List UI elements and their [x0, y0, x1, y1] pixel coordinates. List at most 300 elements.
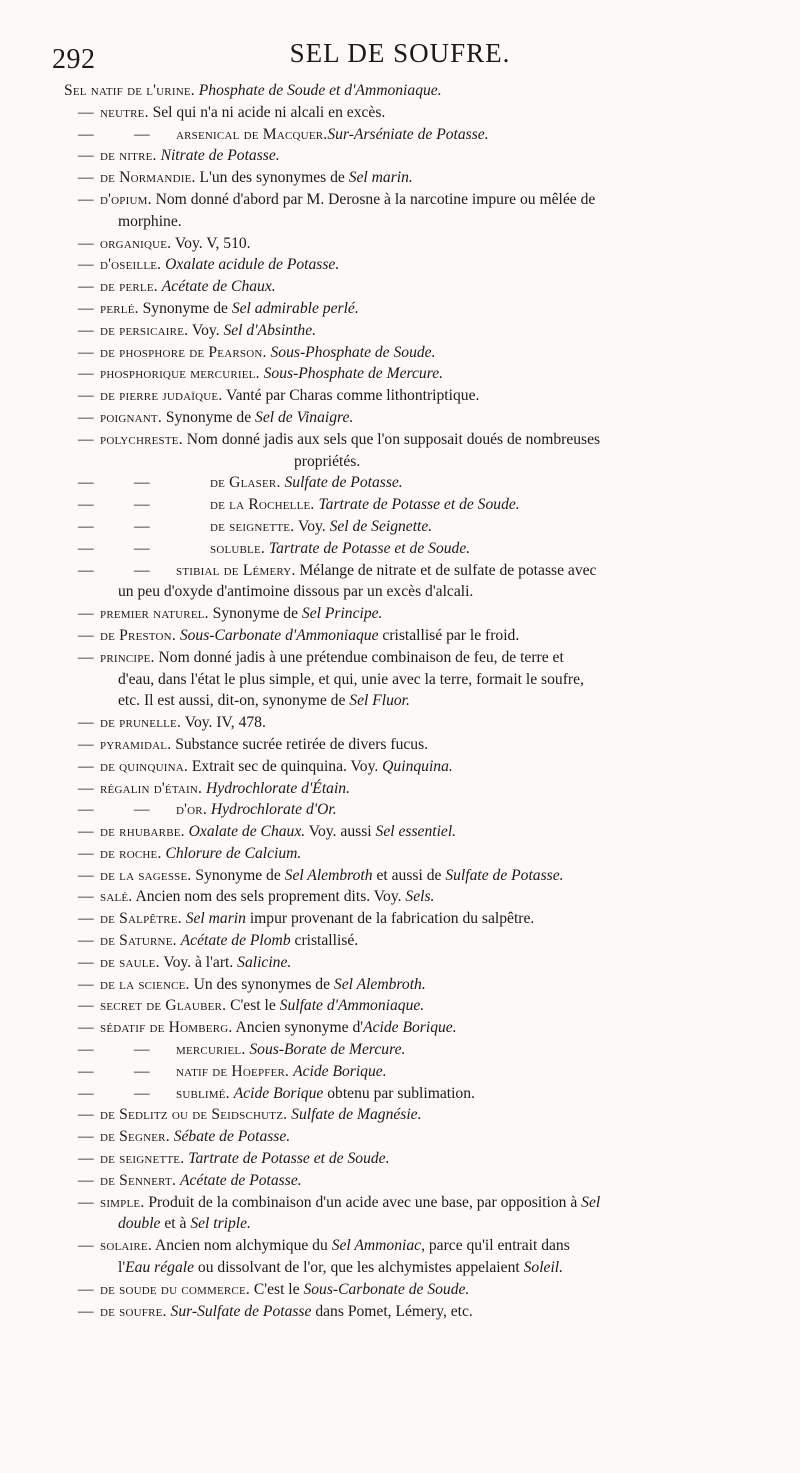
dictionary-entry: [0, 865, 800, 887]
entry-line: [0, 1104, 800, 1126]
entry-text: Ancien nom des sels proprement dits. Voy.: [132, 888, 406, 906]
entry-text: Nom donné jadis aux sels que l'on supposait doués de nombreuses: [182, 430, 601, 448]
entry-text: propriétés.: [294, 452, 361, 470]
entry-term: de rhubarbe.: [100, 823, 185, 841]
entry-text: cristallisé par le froid.: [378, 626, 520, 644]
entry-term: de Salpêtre.: [100, 910, 182, 928]
entry-term: de persicaire.: [100, 321, 189, 339]
entry-italic-text: Sulfate de Potasse.: [284, 474, 403, 492]
entry-italic-text: Sel Ammoniac: [331, 1237, 422, 1255]
entry-line: [0, 1148, 800, 1170]
entry-line: [0, 538, 800, 560]
entry-line: [0, 712, 800, 734]
page-header: [0, 38, 800, 78]
entry-italic-text: Oxalate acidule de Potasse.: [165, 256, 340, 274]
dictionary-entry: [0, 80, 800, 102]
dictionary-entry: [0, 712, 800, 734]
entry-dash: —: [78, 430, 94, 448]
entry-term: stibial de Lémery.: [176, 561, 296, 579]
dictionary-entry: [0, 363, 800, 385]
entry-line: [0, 80, 800, 102]
entry-line: [0, 1039, 800, 1061]
entry-dash: —: [78, 866, 94, 884]
entry-term: de pierre judaïque.: [100, 387, 223, 405]
entry-line: [0, 407, 800, 429]
entry-term: premier naturel.: [100, 605, 209, 623]
entry-term: mercuriel.: [176, 1041, 246, 1059]
entry-continuation: [0, 1213, 800, 1235]
entry-term: de perle.: [100, 278, 158, 296]
dictionary-entry: [0, 1126, 800, 1148]
entry-dash: —: [78, 975, 94, 993]
entry-italic-text: Sous-Carbonate de Soude.: [303, 1280, 470, 1298]
entry-line: [0, 363, 800, 385]
dictionary-entry: [0, 233, 800, 255]
entry-text: Mélange de nitrate et de sulfate de potasse avec: [295, 561, 597, 579]
page-number: 292: [52, 44, 96, 75]
entry-line: [0, 276, 800, 298]
entry-term: perlé.: [100, 299, 139, 317]
entry-text: Substance sucrée retirée de divers fucus.: [171, 735, 429, 753]
entry-dash: —: [78, 1280, 94, 1298]
entry-line: [0, 734, 800, 756]
entry-term: de Saturne.: [100, 932, 177, 950]
entry-line: [0, 320, 800, 342]
entry-line: [0, 102, 800, 124]
entry-term: arsenical de Macquer.: [176, 125, 328, 143]
entry-italic-text: Acide Borique: [233, 1084, 324, 1102]
entry-italic-text: Tartrate de Potasse et de Soude.: [268, 539, 471, 557]
entry-dash: —: [78, 539, 94, 557]
entry-dash: —: [78, 605, 94, 623]
entry-line: [0, 843, 800, 865]
dictionary-entry: [0, 821, 800, 843]
entry-dash: —: [78, 299, 94, 317]
dictionary-entry: [0, 603, 800, 625]
entry-dash: —: [78, 517, 94, 535]
entry-term: de phosphore de Pearson.: [100, 343, 267, 361]
entry-term: de Sennert.: [100, 1171, 177, 1189]
entry-italic-text: Sel de Seignette.: [329, 517, 433, 535]
entry-italic-text: Sulfate de Potasse.: [445, 866, 564, 884]
entry-term: de roche.: [100, 844, 162, 862]
entry-term: de nitre.: [100, 147, 157, 165]
entry-italic-text: Sel de Vinaigre.: [255, 408, 354, 426]
entry-dash: —: [78, 1302, 94, 1320]
entry-dash: —: [78, 190, 94, 208]
entry-italic-text: Phosphate de Soude et d'Ammoniaque.: [198, 82, 442, 99]
entry-term: de Sedlitz ou de Seidschutz.: [100, 1106, 288, 1124]
entry-dash: —: [78, 408, 94, 426]
entry-text: ou dissolvant de l'or, que les alchymistes appelaient: [194, 1259, 524, 1277]
entry-line: [0, 778, 800, 800]
entry-term: sédatif de Homberg.: [100, 1019, 233, 1037]
dictionary-entry: [0, 647, 800, 712]
entry-text: et à: [160, 1215, 191, 1233]
entry-dash: —: [78, 234, 94, 252]
entry-term: organique.: [100, 234, 172, 252]
entry-line: [0, 603, 800, 625]
entry-text: Voy.: [294, 517, 330, 535]
dictionary-entry: [0, 102, 800, 124]
entry-dash: —: [78, 474, 94, 492]
dictionary-entry: [0, 385, 800, 407]
running-head: SEL DE SOUFRE.: [289, 38, 511, 68]
entry-line: [0, 1235, 800, 1257]
entry-text: C'est le: [226, 997, 280, 1015]
entry-dash: —: [78, 844, 94, 862]
entry-continuation: [0, 451, 800, 473]
entry-italic-text: Sur-Arséniate de Potasse.: [327, 125, 489, 143]
entry-italic-text: Sel d'Absinthe.: [223, 321, 317, 339]
entry-text: un peu d'oxyde d'antimoine dissous par un excès d'alcali.: [118, 583, 474, 601]
entry-dash: —: [78, 387, 94, 405]
entry-italic-text: Sous-Phosphate de Mercure.: [263, 365, 444, 383]
entry-italic-text: Sel: [581, 1193, 601, 1211]
entry-text: Voy. V, 510.: [171, 234, 251, 252]
entry-dash: —: [78, 496, 94, 514]
entry-term: solaire.: [100, 1237, 152, 1255]
dictionary-entry: [0, 560, 800, 604]
entry-dash: —: [78, 365, 94, 383]
entry-continuation: [0, 581, 800, 603]
entry-text: Synonyme de: [138, 299, 232, 317]
entry-italic-text: Sulfate d'Ammoniaque.: [279, 997, 425, 1015]
entry-italic-text: Soleil.: [523, 1259, 564, 1277]
entry-italic-text: Sel marin: [185, 910, 246, 928]
entry-dash: —: [78, 953, 94, 971]
entry-line: [0, 886, 800, 908]
dictionary-entry: [0, 734, 800, 756]
dictionary-entries: [0, 80, 800, 1322]
entry-dash: —: [78, 735, 94, 753]
entry-text: Extrait sec de quinquina. Voy.: [188, 757, 383, 775]
entry-dash: —: [134, 561, 150, 579]
dictionary-entry: [0, 778, 800, 800]
dictionary-entry: [0, 429, 800, 473]
dictionary-entry: [0, 930, 800, 952]
entry-text: Produit de la combinaison d'un acide avec une base, par opposition à: [144, 1193, 582, 1211]
entry-term: de seignette.: [210, 517, 295, 535]
entry-term: poignant.: [100, 408, 162, 426]
entry-dash: —: [134, 539, 150, 557]
entry-text: Voy.: [188, 321, 224, 339]
entry-line: [0, 930, 800, 952]
dictionary-entry: [0, 1235, 800, 1279]
entry-italic-text: Hydrochlorate d'Or.: [210, 801, 337, 819]
entry-dash: —: [78, 1237, 94, 1255]
entry-line: [0, 342, 800, 364]
entry-line: [0, 1170, 800, 1192]
entry-text: et aussi de: [372, 866, 446, 884]
dictionary-entry: [0, 167, 800, 189]
entry-dash: —: [134, 474, 150, 492]
entry-italic-text: Sous-Phosphate de Soude.: [270, 343, 436, 361]
entry-term: régalin d'étain.: [100, 779, 203, 797]
entry-line: [0, 298, 800, 320]
entry-italic-text: Sel marin.: [348, 169, 413, 187]
entry-line: [0, 821, 800, 843]
entry-term: d'or.: [176, 801, 207, 819]
entry-line: [0, 124, 800, 146]
entry-italic-text: Chlorure de Calcium.: [165, 844, 302, 862]
entry-dash: —: [78, 169, 94, 187]
entry-line: [0, 799, 800, 821]
entry-dash: —: [78, 256, 94, 274]
entry-dash: —: [134, 1062, 150, 1080]
entry-term: soluble.: [210, 539, 265, 557]
entry-text: Nom donné jadis à une prétendue combinaison de feu, de terre et: [154, 648, 564, 666]
entry-text: etc. Il est aussi, dit-on, synonyme de: [118, 692, 350, 710]
entry-text: Sel qui n'a ni acide ni alcali en excès.: [148, 103, 386, 121]
dictionary-entry: [0, 298, 800, 320]
entry-line: [0, 167, 800, 189]
dictionary-entry: [0, 952, 800, 974]
dictionary-entry: [0, 1301, 800, 1323]
entry-term: d'oseille.: [100, 256, 162, 274]
entry-line: [0, 974, 800, 996]
entry-dash: —: [78, 147, 94, 165]
entry-italic-text: Oxalate de Chaux.: [188, 823, 306, 841]
entry-text: impur provenant de la fabrication du salpêtre.: [245, 910, 535, 928]
entry-dash: —: [78, 779, 94, 797]
entry-text: , parce qu'il entrait dans: [421, 1237, 570, 1255]
entry-term: de la sagesse.: [100, 866, 192, 884]
dictionary-entry: [0, 799, 800, 821]
entry-text: Ancien nom alchymique du: [151, 1237, 332, 1255]
entry-line: [0, 560, 800, 582]
entry-text: Voy. aussi: [305, 823, 376, 841]
entry-dash: —: [78, 714, 94, 732]
entry-term: Sel natif de l'urine.: [64, 82, 195, 99]
dictionary-entry: [0, 1039, 800, 1061]
entry-line: [0, 254, 800, 276]
entry-dash: —: [134, 1041, 150, 1059]
entry-line: [0, 1301, 800, 1323]
dictionary-entry: [0, 1083, 800, 1105]
entry-term: simple.: [100, 1193, 145, 1211]
dictionary-entry: [0, 756, 800, 778]
entry-italic-text: Salicine.: [237, 953, 292, 971]
entry-dash: —: [78, 626, 94, 644]
entry-dash: —: [78, 278, 94, 296]
dictionary-entry: [0, 342, 800, 364]
entry-italic-text: Sulfate de Magnésie.: [291, 1106, 422, 1124]
entry-text: Un des synonymes de: [189, 975, 334, 993]
entry-dash: —: [78, 1171, 94, 1189]
entry-dash: —: [134, 517, 150, 535]
entry-line: [0, 756, 800, 778]
entry-italic-text: Sel Fluor.: [349, 692, 410, 710]
entry-line: [0, 1017, 800, 1039]
entry-dash: —: [78, 1084, 94, 1102]
entry-dash: —: [78, 321, 94, 339]
entry-text: Ancien synonyme d': [232, 1019, 364, 1037]
entry-text: L'un des synonymes de: [195, 169, 349, 187]
dictionary-entry: [0, 1017, 800, 1039]
entry-italic-text: Tartrate de Potasse et de Soude.: [188, 1150, 390, 1168]
entry-dash: —: [78, 1019, 94, 1037]
dictionary-entry: [0, 995, 800, 1017]
dictionary-entry: [0, 407, 800, 429]
entry-text: cristallisé.: [290, 932, 359, 950]
entry-dash: —: [134, 496, 150, 514]
dictionary-entry: [0, 320, 800, 342]
entry-italic-text: Sous-Borate de Mercure.: [249, 1041, 406, 1059]
entry-term: de saule.: [100, 953, 160, 971]
dictionary-entry: [0, 1061, 800, 1083]
entry-dash: —: [78, 1062, 94, 1080]
entry-term: de prunelle.: [100, 714, 182, 732]
entry-italic-text: Acétate de Plomb: [180, 932, 291, 950]
entry-line: [0, 1126, 800, 1148]
entry-line: [0, 429, 800, 451]
entry-line: [0, 516, 800, 538]
entry-dash: —: [78, 823, 94, 841]
entry-term: de quinquina.: [100, 757, 188, 775]
entry-dash: —: [134, 125, 150, 143]
entry-term: pyramidal.: [100, 735, 172, 753]
entry-dash: —: [78, 1128, 94, 1146]
dictionary-entry: [0, 1170, 800, 1192]
entry-term: de Normandie.: [100, 169, 196, 187]
entry-italic-text: Sel Alembroth: [284, 866, 373, 884]
entry-italic-text: Quinquina.: [382, 757, 453, 775]
entry-italic-text: Sous-Carbonate d'Ammoniaque: [179, 626, 379, 644]
entry-term: de Glaser.: [210, 474, 281, 492]
entry-continuation: [0, 211, 800, 233]
entry-line: [0, 647, 800, 669]
entry-italic-text: Sel triple.: [190, 1215, 251, 1233]
entry-term: sublimé.: [176, 1084, 230, 1102]
entry-line: [0, 952, 800, 974]
entry-text: Synonyme de: [161, 408, 256, 426]
entry-italic-text: Nitrate de Potasse.: [160, 147, 280, 165]
entry-term: secret de Glauber.: [100, 997, 227, 1015]
entry-dash: —: [78, 997, 94, 1015]
entry-text: Voy. IV, 478.: [181, 714, 266, 732]
entry-italic-text: Sel Principe.: [301, 605, 383, 623]
entry-italic-text: Sel admirable perlé.: [231, 299, 359, 317]
entry-term: de Preston.: [100, 626, 176, 644]
entry-line: [0, 189, 800, 211]
entry-line: [0, 145, 800, 167]
entry-line: [0, 385, 800, 407]
dictionary-entry: [0, 516, 800, 538]
entry-line: [0, 865, 800, 887]
dictionary-entry: [0, 1192, 800, 1236]
entry-continuation: [0, 669, 800, 691]
entry-dash: —: [78, 1193, 94, 1211]
entry-italic-text: Hydrochlorate d'Étain.: [206, 779, 350, 797]
entry-dash: —: [78, 888, 94, 906]
entry-line: [0, 494, 800, 516]
dictionary-entry: [0, 494, 800, 516]
entry-text: Voy. à l'art.: [159, 953, 238, 971]
entry-text: C'est le: [249, 1280, 304, 1298]
entry-dash: —: [134, 801, 150, 819]
entry-dash: —: [78, 1106, 94, 1124]
entry-text: morphine.: [118, 212, 182, 230]
entry-line: [0, 625, 800, 647]
dictionary-entry: [0, 276, 800, 298]
entry-dash: —: [78, 801, 94, 819]
entry-italic-text: Eau régale: [125, 1259, 195, 1277]
entry-text: Synonyme de: [208, 605, 302, 623]
entry-dash: —: [78, 561, 94, 579]
entry-dash: —: [134, 1084, 150, 1102]
dictionary-entry: [0, 538, 800, 560]
entry-italic-text: Tartrate de Potasse et de Soude.: [318, 496, 520, 514]
entry-term: de soufre.: [100, 1302, 167, 1320]
entry-dash: —: [78, 125, 94, 143]
dictionary-entry: [0, 974, 800, 996]
entry-term: de seignette.: [100, 1150, 185, 1168]
entry-italic-text: Acétate de Chaux.: [161, 278, 276, 296]
entry-term: natif de Hoepfer.: [176, 1062, 290, 1080]
entry-italic-text: Acide Borique.: [293, 1062, 387, 1080]
entry-italic-text: Sur-Sulfate de Potasse: [170, 1302, 312, 1320]
entry-line: [0, 1083, 800, 1105]
entry-text: obtenu par sublimation.: [323, 1084, 475, 1102]
entry-line: [0, 1192, 800, 1214]
dictionary-entry: [0, 908, 800, 930]
dictionary-entry: [0, 124, 800, 146]
entry-dash: —: [78, 1150, 94, 1168]
entry-dash: —: [78, 1041, 94, 1059]
entry-term: salé.: [100, 888, 133, 906]
entry-term: neutre.: [100, 103, 149, 121]
dictionary-entry: [0, 145, 800, 167]
entry-italic-text: Acide Borique.: [363, 1019, 457, 1037]
entry-line: [0, 472, 800, 494]
entry-italic-text: Sel essentiel.: [375, 823, 457, 841]
entry-dash: —: [78, 103, 94, 121]
dictionary-entry: [0, 1104, 800, 1126]
dictionary-entry: [0, 886, 800, 908]
entry-term: phosphorique mercuriel.: [100, 365, 260, 383]
entry-line: [0, 233, 800, 255]
dictionary-entry: [0, 254, 800, 276]
dictionary-entry: [0, 189, 800, 233]
entry-text: Vanté par Charas comme lithontriptique.: [222, 387, 480, 405]
entry-term: de la Rochelle.: [210, 496, 315, 514]
entry-dash: —: [78, 910, 94, 928]
entry-term: de Segner.: [100, 1128, 170, 1146]
entry-term: principe.: [100, 648, 155, 666]
entry-text: Nom donné d'abord par M. Derosne à la narcotine impure ou mêlée de: [151, 190, 596, 208]
entry-text: dans Pomet, Lémery, etc.: [311, 1302, 473, 1320]
dictionary-entry: [0, 472, 800, 494]
entry-italic-text: Sébate de Potasse.: [173, 1128, 291, 1146]
entry-term: de la science.: [100, 975, 190, 993]
dictionary-entry: [0, 1148, 800, 1170]
entry-line: [0, 995, 800, 1017]
entry-text: Synonyme de: [191, 866, 285, 884]
entry-italic-text: Sels.: [405, 888, 435, 906]
entry-line: [0, 1279, 800, 1301]
entry-continuation: [0, 690, 800, 712]
entry-line: [0, 908, 800, 930]
entry-dash: —: [78, 757, 94, 775]
entry-dash: —: [78, 932, 94, 950]
entry-term: de soude du commerce.: [100, 1280, 250, 1298]
entry-dash: —: [78, 343, 94, 361]
dictionary-entry: [0, 625, 800, 647]
entry-continuation: [0, 1257, 800, 1279]
entry-term: d'opium.: [100, 190, 152, 208]
entry-text: d'eau, dans l'état le plus simple, et qui, unie avec la terre, formait le soufre,: [118, 670, 584, 688]
